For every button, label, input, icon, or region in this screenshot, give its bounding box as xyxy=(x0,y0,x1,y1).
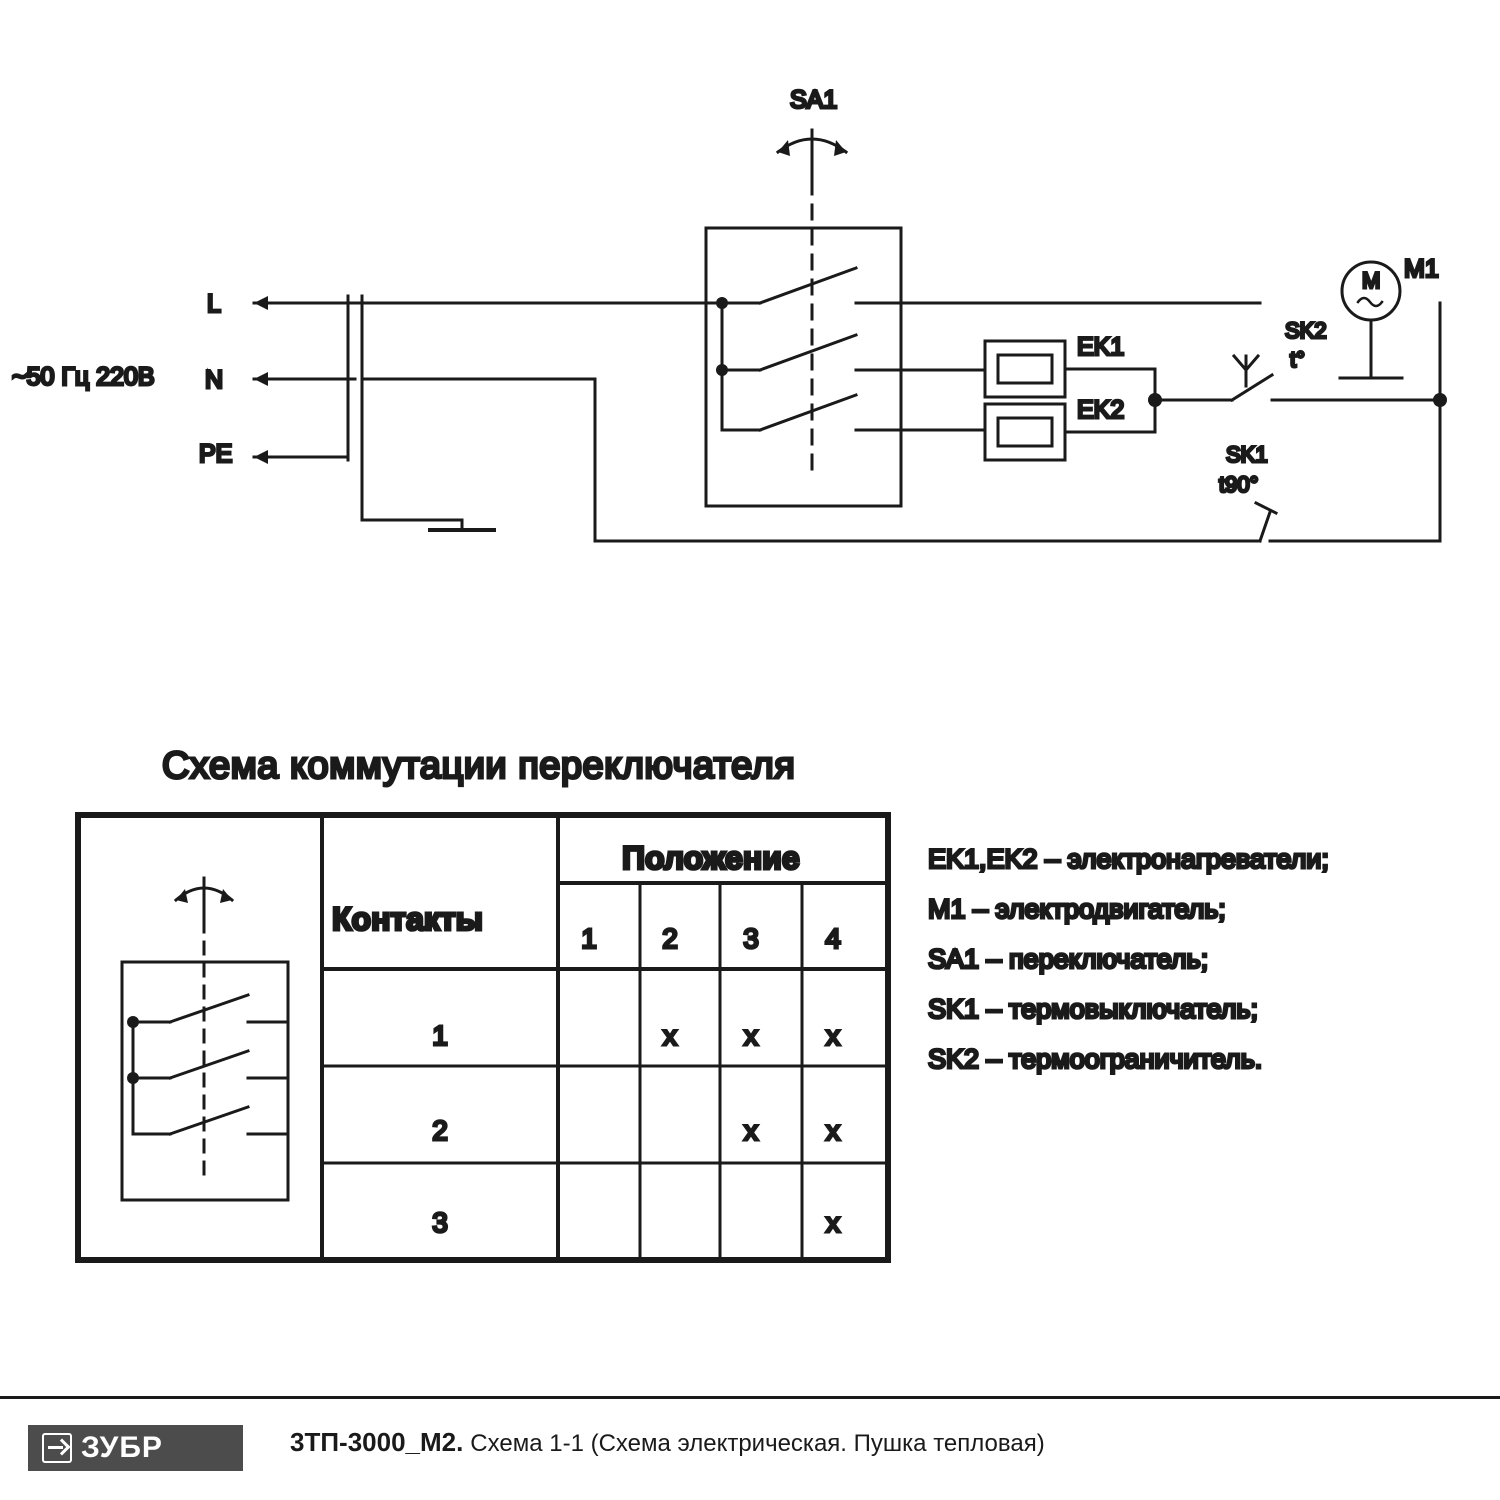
table-title: Схема коммутации переключателя xyxy=(162,745,796,787)
sk2-tag: SK2 xyxy=(1285,318,1327,343)
brand-logo xyxy=(28,1425,243,1471)
heater-ek1-label: EK1 xyxy=(1077,333,1125,361)
motor-label: M1 xyxy=(1404,255,1439,283)
drawing-description: Схема 1-1 (Схема электрическая. Пушка тепловая) xyxy=(470,1430,1045,1457)
sk2-value: t° xyxy=(1290,347,1305,372)
contact2-blade xyxy=(760,335,856,370)
table-row-contact: 2 xyxy=(432,1115,448,1146)
legend-line-2: M1 – электродвигатель; xyxy=(928,894,1226,924)
table-position-2: 2 xyxy=(662,923,678,954)
heater-ek1-core xyxy=(998,355,1052,383)
switch-label: SA1 xyxy=(790,86,838,114)
legend-line-5: SK2 – термоограничитель. xyxy=(928,1044,1263,1074)
legend-line-1: EK1,EK2 – электронагреватели; xyxy=(928,844,1329,874)
sk1-tag: SK1 xyxy=(1226,442,1268,467)
terminal-label-l: L xyxy=(207,290,221,318)
sk2-blade xyxy=(1232,375,1272,400)
contact3-blade xyxy=(760,395,856,430)
table-position-1: 1 xyxy=(581,923,597,954)
supply-label: ~50 Гц 220В xyxy=(12,363,155,391)
motor-ac-symbol xyxy=(1358,298,1382,306)
contact1-blade xyxy=(760,268,856,303)
sk1-actuator xyxy=(1256,503,1276,513)
brand-name: ЗУБР xyxy=(81,1431,163,1464)
table-cell: x xyxy=(744,1020,758,1051)
model-code: 3ТП-3000_М2. xyxy=(290,1427,464,1457)
footer-bar xyxy=(0,1396,1500,1500)
terminal-label-n: N xyxy=(205,366,224,394)
table-switch-symbol xyxy=(122,878,288,1200)
heater-ek2-core xyxy=(998,418,1052,446)
table-cell: x xyxy=(826,1115,840,1146)
table-cell: x xyxy=(826,1020,840,1051)
table-cell: x xyxy=(663,1020,677,1051)
table-contacts-header: Контакты xyxy=(332,901,483,937)
sk1-blade xyxy=(1260,512,1270,541)
arrow-in-square-icon xyxy=(42,1433,72,1463)
table-row-contact: 3 xyxy=(432,1207,448,1238)
supply-arrows xyxy=(254,296,272,464)
legend-line-4: SK1 – термовыключатель; xyxy=(928,994,1258,1024)
table-row-contact: 1 xyxy=(432,1020,448,1051)
table-position-3: 3 xyxy=(743,923,759,954)
footer-caption xyxy=(290,1427,1045,1458)
table-position-header: Положение xyxy=(622,840,800,876)
terminal-label-pe: PE xyxy=(199,440,233,468)
table-cell: x xyxy=(744,1115,758,1146)
right-bus-node xyxy=(1433,393,1447,407)
motor-symbol: M xyxy=(1362,268,1381,293)
sk1-value: t90° xyxy=(1219,472,1259,497)
switch-enclosure xyxy=(706,228,901,506)
table-position-4: 4 xyxy=(825,923,841,954)
table-cell: x xyxy=(826,1207,840,1238)
legend-line-3: SA1 – переключатель; xyxy=(928,944,1209,974)
heater-ek2-label: EK2 xyxy=(1077,396,1125,424)
